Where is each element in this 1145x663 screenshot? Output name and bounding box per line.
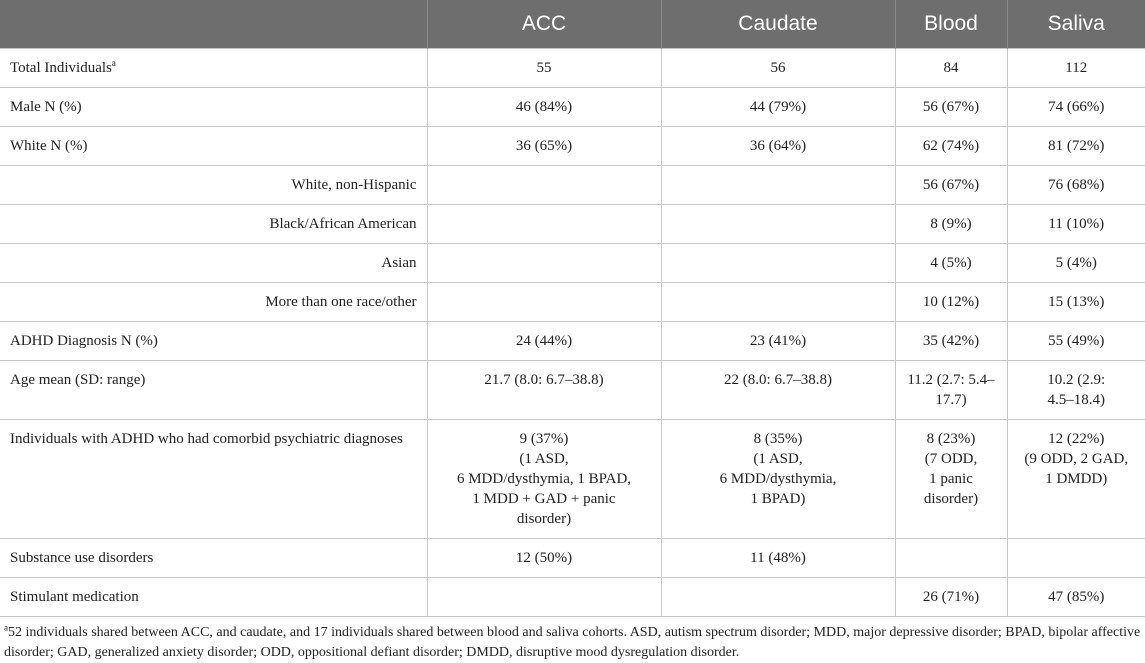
cell-caudate: 36 (64%) <box>661 127 895 166</box>
cell-blood: 10 (12%) <box>895 283 1007 322</box>
row-label: More than one race/other <box>0 283 427 322</box>
table-row <box>0 322 1145 361</box>
table-row <box>0 420 1145 539</box>
table-row <box>0 49 1145 88</box>
row-label-text: Total Individuals <box>10 60 112 76</box>
cell-caudate <box>661 283 895 322</box>
cell-acc: 12 (50%) <box>427 539 661 578</box>
cell-saliva: 12 (22%) (9 ODD, 2 GAD, 1 DMDD) <box>1007 420 1145 539</box>
cell-blood: 56 (67%) <box>895 166 1007 205</box>
row-label <box>0 49 427 88</box>
footnote-text: 52 individuals shared between ACC, and caudate, and 17 individuals shared between blood and saliva cohorts. ASD, autism spectrum disorder; MDD, major depressive disorder; BPAD, bipolar affective disorder; GAD, generalized anxiety disorder; ODD, oppositional defiant disorder; DMDD, disruptive mood dysregulation disorder. <box>4 625 1141 660</box>
cell-acc <box>427 578 661 617</box>
row-label: Asian <box>0 244 427 283</box>
cell-blood: 56 (67%) <box>895 88 1007 127</box>
header-cell-saliva: Saliva <box>1007 0 1145 49</box>
cell-saliva: 112 <box>1007 49 1145 88</box>
cell-caudate: 23 (41%) <box>661 322 895 361</box>
cell-caudate <box>661 166 895 205</box>
cell-blood: 62 (74%) <box>895 127 1007 166</box>
cell-blood: 26 (71%) <box>895 578 1007 617</box>
cell-caudate <box>661 578 895 617</box>
cell-blood: 35 (42%) <box>895 322 1007 361</box>
row-label: White, non-Hispanic <box>0 166 427 205</box>
table-footnote <box>0 617 1145 663</box>
header-cell-acc: ACC <box>427 0 661 49</box>
cell-saliva: 10.2 (2.9: 4.5–18.4) <box>1007 361 1145 420</box>
table-row <box>0 88 1145 127</box>
table-row <box>0 361 1145 420</box>
cell-saliva: 55 (49%) <box>1007 322 1145 361</box>
table-row <box>0 205 1145 244</box>
cell-caudate: 11 (48%) <box>661 539 895 578</box>
row-label: Male N (%) <box>0 88 427 127</box>
table-row <box>0 166 1145 205</box>
header-cell-blank <box>0 0 427 49</box>
cell-blood: 8 (9%) <box>895 205 1007 244</box>
cell-saliva: 5 (4%) <box>1007 244 1145 283</box>
cell-blood: 4 (5%) <box>895 244 1007 283</box>
cell-saliva: 47 (85%) <box>1007 578 1145 617</box>
cell-caudate: 22 (8.0: 6.7–38.8) <box>661 361 895 420</box>
cell-saliva <box>1007 539 1145 578</box>
cell-acc: 24 (44%) <box>427 322 661 361</box>
cell-acc: 46 (84%) <box>427 88 661 127</box>
cell-acc <box>427 205 661 244</box>
table-header <box>0 0 1145 49</box>
cell-saliva: 81 (72%) <box>1007 127 1145 166</box>
cell-saliva: 15 (13%) <box>1007 283 1145 322</box>
cell-caudate <box>661 205 895 244</box>
cell-caudate: 8 (35%) (1 ASD, 6 MDD/dysthymia, 1 BPAD) <box>661 420 895 539</box>
cell-saliva: 74 (66%) <box>1007 88 1145 127</box>
cell-blood: 8 (23%) (7 ODD, 1 panic disorder) <box>895 420 1007 539</box>
header-row <box>0 0 1145 49</box>
row-label: Stimulant medication <box>0 578 427 617</box>
table-row <box>0 127 1145 166</box>
cell-caudate: 56 <box>661 49 895 88</box>
cell-blood <box>895 539 1007 578</box>
table-row <box>0 578 1145 617</box>
cell-caudate: 44 (79%) <box>661 88 895 127</box>
header-cell-caudate: Caudate <box>661 0 895 49</box>
row-label: Age mean (SD: range) <box>0 361 427 420</box>
cell-blood: 11.2 (2.7: 5.4–17.7) <box>895 361 1007 420</box>
row-label: Black/African American <box>0 205 427 244</box>
row-label: Individuals with ADHD who had comorbid psychiatric diagnoses <box>0 420 427 539</box>
table-body <box>0 49 1145 617</box>
cell-saliva: 11 (10%) <box>1007 205 1145 244</box>
cell-acc <box>427 283 661 322</box>
cell-acc <box>427 166 661 205</box>
row-label: Substance use disorders <box>0 539 427 578</box>
footnote-marker: a <box>4 622 8 633</box>
cell-acc: 21.7 (8.0: 6.7–38.8) <box>427 361 661 420</box>
table-row <box>0 244 1145 283</box>
table-row <box>0 283 1145 322</box>
cell-acc: 36 (65%) <box>427 127 661 166</box>
cell-blood: 84 <box>895 49 1007 88</box>
cell-acc <box>427 244 661 283</box>
row-label: White N (%) <box>0 127 427 166</box>
row-label: ADHD Diagnosis N (%) <box>0 322 427 361</box>
header-cell-blood: Blood <box>895 0 1007 49</box>
cell-saliva: 76 (68%) <box>1007 166 1145 205</box>
cell-acc: 55 <box>427 49 661 88</box>
cell-acc: 9 (37%) (1 ASD, 6 MDD/dysthymia, 1 BPAD, 1 MDD + GAD + panic disorder) <box>427 420 661 539</box>
table-row <box>0 539 1145 578</box>
footnote-marker: a <box>111 58 116 68</box>
cell-caudate <box>661 244 895 283</box>
